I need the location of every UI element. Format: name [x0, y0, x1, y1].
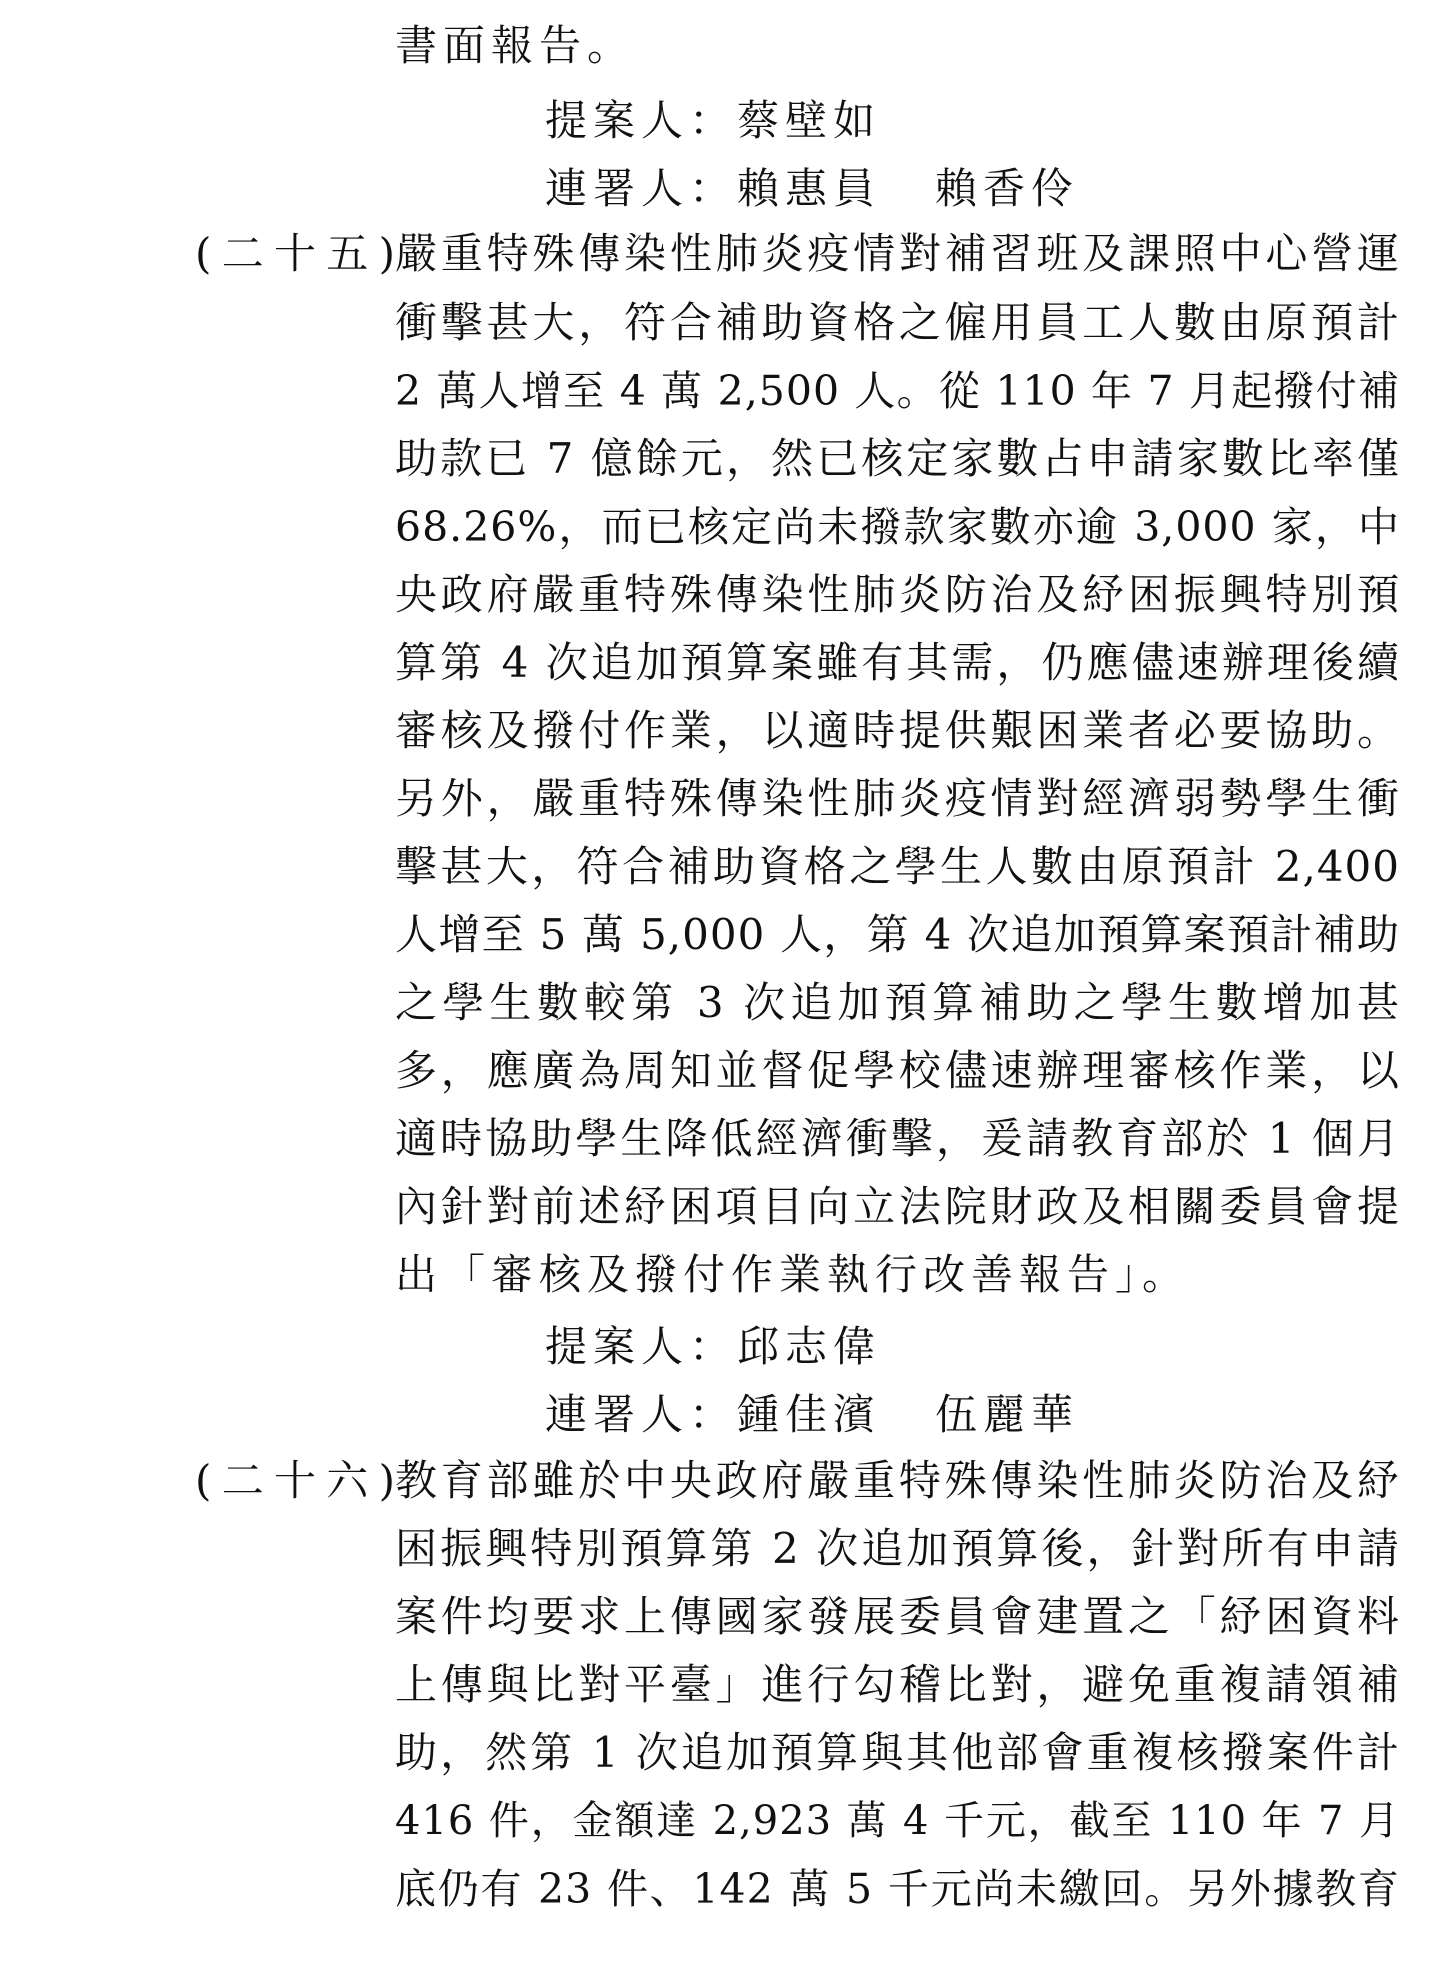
item-25-line-3: 2 萬人增至 4 萬 2,500 人。從 110 年 7 月起撥付補 [395, 367, 1400, 415]
item-25-line-8: 審核及撥付作業，以適時提供艱困業者必要協助。 [395, 706, 1400, 755]
item-26-line-6: 416 件，金額達 2,923 萬 4 千元，截至 110 年 7 月 [395, 1798, 1400, 1844]
intro-tail-text: 書面報告。 [395, 21, 636, 70]
item-25-line-10: 擊甚大，符合補助資格之學生人數由原預計 2,400 [395, 842, 1400, 891]
item-26-line-5: 助，然第 1 次追加預算與其他部會重複核撥案件計 [395, 1728, 1400, 1777]
item-25-proposer: 提案人：邱志偉 [545, 1322, 882, 1371]
item-25-line-14: 適時協助學生降低經濟衝擊，爰請教育部於 1 個月 [395, 1114, 1400, 1163]
intro-proposer: 提案人：蔡壁如 [545, 96, 882, 145]
item-25-line-16: 出「審核及撥付作業執行改善報告」。 [395, 1250, 1191, 1299]
item-26-line-4: 上傳與比對平臺」進行勾稽比對，避免重複請領補 [395, 1660, 1400, 1709]
item-25-cosigner-1: 鍾佳濱 [737, 1390, 882, 1439]
item-25-line-13: 多，應廣為周知並督促學校儘速辦理審核作業，以 [395, 1046, 1400, 1095]
item-25-cosigner-2: 伍麗華 [935, 1390, 1080, 1439]
item-26-number: (二十六) [195, 1456, 395, 1505]
item-26-line-1: 教育部雖於中央政府嚴重特殊傳染性肺炎防治及紓 [395, 1456, 1400, 1505]
item-25-line-2: 衝擊甚大，符合補助資格之僱用員工人數由原預計 [395, 298, 1400, 347]
item-25-line-15: 內針對前述紓困項目向立法院財政及相關委員會提 [395, 1182, 1400, 1231]
item-26-line-3: 案件均要求上傳國家發展委員會建置之「紓困資料 [395, 1592, 1400, 1641]
item-26-line-7: 底仍有 23 件、142 萬 5 千元尚未繳回。另外據教育 [395, 1865, 1400, 1913]
item-25-line-9: 另外，嚴重特殊傳染性肺炎疫情對經濟弱勢學生衝 [395, 774, 1400, 823]
item-25-line-6: 央政府嚴重特殊傳染性肺炎防治及紓困振興特別預 [395, 570, 1400, 619]
intro-cosigner-2: 賴香伶 [935, 164, 1080, 213]
item-25-line-5: 68.26%，而已核定尚未撥款家數亦逾 3,000 家，中 [395, 503, 1400, 551]
item-26-line-2: 困振興特別預算第 2 次追加預算後，針對所有申請 [395, 1524, 1400, 1573]
item-25-cosigners-label: 連署人： [545, 1390, 738, 1439]
item-25-line-12: 之學生數較第 3 次追加預算補助之學生數增加甚 [395, 978, 1400, 1027]
intro-cosigners-label: 連署人： [545, 164, 738, 213]
item-25-line-7: 算第 4 次追加預算案雖有其需，仍應儘速辦理後續 [395, 638, 1400, 687]
item-25-number: (二十五) [195, 229, 395, 278]
item-25-line-1: 嚴重特殊傳染性肺炎疫情對補習班及課照中心營運 [395, 229, 1400, 278]
intro-cosigners [545, 153, 1079, 225]
item-25-line-4: 助款已 7 億餘元，然已核定家數占申請家數比率僅 [395, 434, 1400, 483]
item-25-cosigners [545, 1379, 1079, 1451]
item-25-line-11: 人增至 5 萬 5,000 人，第 4 次追加預算案預計補助 [395, 910, 1400, 959]
intro-cosigner-1: 賴惠員 [737, 164, 882, 213]
